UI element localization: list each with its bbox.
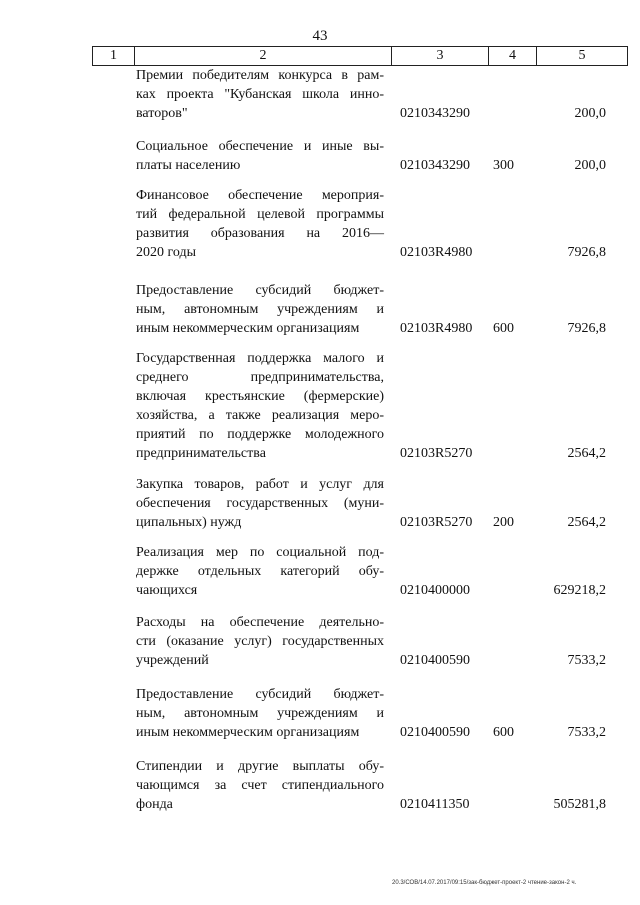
row-code: 02103R5270 <box>400 515 473 530</box>
header-col-4: 4 <box>489 47 537 65</box>
row-description-line: ках проекта "Кубанская школа инно- <box>136 87 384 102</box>
table-row <box>136 543 606 600</box>
row-amount: 629218,2 <box>553 583 606 598</box>
row-amount: 7533,2 <box>567 653 606 668</box>
row-description-line: обеспечения государственных (муни- <box>136 496 384 511</box>
row-description <box>136 66 384 123</box>
row-description-line: Социальное обеспечение и иные вы- <box>136 139 384 154</box>
row-amount: 200,0 <box>574 106 606 121</box>
row-expense-type: 600 <box>493 725 514 740</box>
table-row <box>136 186 606 262</box>
row-description-line: учреждений <box>136 653 209 668</box>
row-code: 0210400000 <box>400 583 470 598</box>
row-description-line: включая крестьянские (фермерские) <box>136 389 384 404</box>
row-description-line: Государственная поддержка малого и <box>136 351 384 366</box>
row-description-line: чающимся за счет стипендиального <box>136 778 384 793</box>
row-amount: 200,0 <box>574 158 606 173</box>
row-amount: 7926,8 <box>567 245 606 260</box>
row-code: 0210343290 <box>400 158 470 173</box>
row-description <box>136 613 384 670</box>
row-description-line: тий федеральной целевой программы <box>136 207 384 222</box>
row-description-line: Предоставление субсидий бюджет- <box>136 283 384 298</box>
row-amount: 2564,2 <box>567 446 606 461</box>
row-description-line: Закупка товаров, работ и услуг для <box>136 477 384 492</box>
row-description-line: Расходы на обеспечение деятельно- <box>136 615 384 630</box>
row-description-line: хозяйства, а также реализация меро- <box>136 408 384 423</box>
row-description-line: развития образования на 2016— <box>136 226 384 241</box>
row-description <box>136 137 384 175</box>
row-description-line: сти (оказание услуг) государственных <box>136 634 384 649</box>
row-description-line: 2020 годы <box>136 245 197 260</box>
table-row <box>136 613 606 670</box>
header-col-1: 1 <box>93 47 135 65</box>
row-code: 02103R4980 <box>400 321 473 336</box>
row-amount: 2564,2 <box>567 515 606 530</box>
row-description-line: Предоставление субсидий бюджет- <box>136 687 384 702</box>
row-description-line: иным некоммерческим организациям <box>136 321 360 336</box>
row-expense-type: 300 <box>493 158 514 173</box>
header-col-2: 2 <box>135 47 392 65</box>
table-row <box>136 66 606 123</box>
row-description-line: ваторов" <box>136 106 188 121</box>
table-row <box>136 685 606 742</box>
row-description-line: иным некоммерческим организациям <box>136 725 360 740</box>
row-description-line: среднего предпринимательства, <box>136 370 384 385</box>
row-code: 02103R4980 <box>400 245 473 260</box>
row-description-line: держке отдельных категорий обу- <box>136 564 384 579</box>
table-header <box>92 46 628 66</box>
row-description-line: ным, автономным учреждениям и <box>136 302 384 317</box>
row-code: 0210343290 <box>400 106 470 121</box>
row-description-line: Реализация мер по социальной под- <box>136 545 384 560</box>
row-description <box>136 685 384 742</box>
row-code: 0210400590 <box>400 653 470 668</box>
row-description-line: ципальных) нужд <box>136 515 242 530</box>
row-description <box>136 186 384 262</box>
row-description-line: предпринимательства <box>136 446 266 461</box>
table-row <box>136 281 606 338</box>
row-code: 0210400590 <box>400 725 470 740</box>
row-description <box>136 475 384 532</box>
row-amount: 505281,8 <box>553 797 606 812</box>
row-amount: 7926,8 <box>567 321 606 336</box>
header-col-3: 3 <box>392 47 489 65</box>
header-col-5: 5 <box>578 48 586 63</box>
row-expense-type: 600 <box>493 321 514 336</box>
row-description <box>136 349 384 463</box>
row-description <box>136 757 384 814</box>
page-number: 43 <box>312 28 328 44</box>
row-amount: 7533,2 <box>567 725 606 740</box>
table-row <box>136 475 606 532</box>
row-description <box>136 281 384 338</box>
row-code: 0210411350 <box>400 797 470 812</box>
row-code: 02103R5270 <box>400 446 473 461</box>
row-description-line: приятий по поддержке молодежного <box>136 427 384 442</box>
row-description-line: Финансовое обеспечение мероприя- <box>136 188 384 203</box>
row-description-line: платы населению <box>136 158 241 173</box>
row-description-line: Стипендии и другие выплаты обу- <box>136 759 384 774</box>
table-row <box>136 137 606 175</box>
row-description <box>136 543 384 600</box>
row-description-line: фонда <box>136 797 173 812</box>
row-description-line: ным, автономным учреждениям и <box>136 706 384 721</box>
table-row <box>136 349 606 463</box>
table-row <box>136 757 606 814</box>
row-expense-type: 200 <box>493 515 514 530</box>
row-description-line: Премии победителям конкурса в рам- <box>136 68 384 83</box>
footer-filepath: 20.3/СОВ/14.07.2017/09:15/зак-бюджет-проект-2 чтение-закон-2 ч. <box>392 880 577 886</box>
row-description-line: чающихся <box>136 583 198 598</box>
